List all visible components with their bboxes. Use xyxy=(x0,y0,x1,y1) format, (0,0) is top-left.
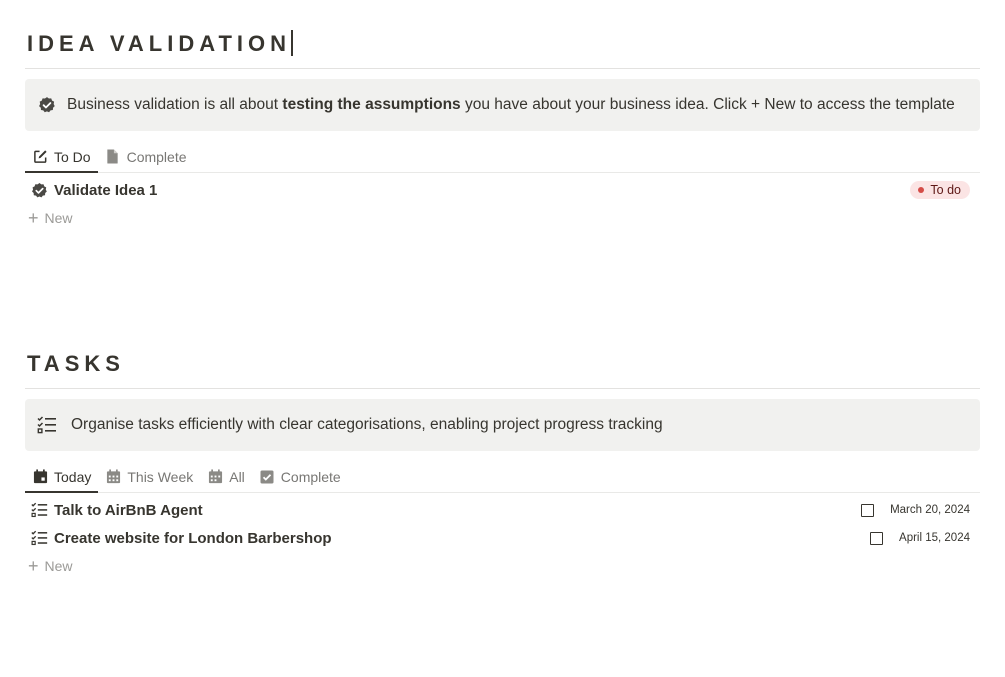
tab-complete[interactable]: Complete xyxy=(98,141,194,172)
status-badge[interactable]: To do xyxy=(910,181,970,199)
list-item[interactable] xyxy=(25,176,980,204)
checklist-icon xyxy=(30,501,48,519)
checklist-icon xyxy=(30,529,48,547)
tasks-view-tabs xyxy=(25,461,980,493)
heading-divider xyxy=(25,388,980,389)
verified-check-icon xyxy=(37,95,57,115)
plus-icon: + xyxy=(28,556,39,576)
table-row[interactable] xyxy=(25,524,980,552)
tasks-section xyxy=(25,348,980,580)
tasks-heading[interactable]: TASKS xyxy=(27,351,125,376)
tab-complete[interactable]: Complete xyxy=(252,461,348,492)
task-date: April 15, 2024 xyxy=(899,532,970,544)
tasks-callout xyxy=(25,399,980,451)
task-title: Create website for London Barbershop xyxy=(54,529,332,547)
text-caret xyxy=(291,30,293,56)
calendar-icon xyxy=(105,469,121,485)
idea-callout-text: Business validation is all about testing the assumptions you have about your business idea. Click + New to access the template xyxy=(67,96,955,113)
verified-check-icon xyxy=(30,181,48,199)
heading-divider xyxy=(25,68,980,69)
calendar-today-icon xyxy=(32,469,48,485)
idea-validation-heading[interactable] xyxy=(25,28,980,60)
task-checkbox[interactable] xyxy=(870,532,883,545)
plus-icon: + xyxy=(28,208,39,228)
table-row[interactable] xyxy=(25,496,980,524)
tasks-list xyxy=(25,496,980,580)
tab-all[interactable]: All xyxy=(200,461,252,492)
idea-validation-title: IDEA VALIDATION xyxy=(27,31,292,56)
calendar-grid-icon xyxy=(207,469,223,485)
checkbox-checked-icon xyxy=(259,469,275,485)
task-date: March 20, 2024 xyxy=(890,504,970,516)
document-icon xyxy=(105,149,121,165)
tasks-callout-text: Organise tasks efficiently with clear categorisations, enabling project progress tracking xyxy=(71,416,663,433)
idea-view-tabs xyxy=(25,141,980,173)
tab-this-week[interactable]: This Week xyxy=(98,461,200,492)
task-title: Talk to AirBnB Agent xyxy=(54,501,203,519)
status-dot xyxy=(918,187,924,193)
idea-callout xyxy=(25,79,980,131)
task-checkbox[interactable] xyxy=(861,504,874,517)
idea-validation-section xyxy=(25,28,980,232)
list-item-title: Validate Idea 1 xyxy=(54,181,158,199)
tab-to-do[interactable]: To Do xyxy=(25,141,98,172)
new-task-button[interactable]: + New xyxy=(28,556,73,576)
idea-list xyxy=(25,176,980,232)
tab-today[interactable]: Today xyxy=(25,461,98,492)
new-item-button[interactable]: + New xyxy=(28,208,73,228)
edit-icon xyxy=(32,149,48,165)
checklist-icon xyxy=(37,415,57,435)
